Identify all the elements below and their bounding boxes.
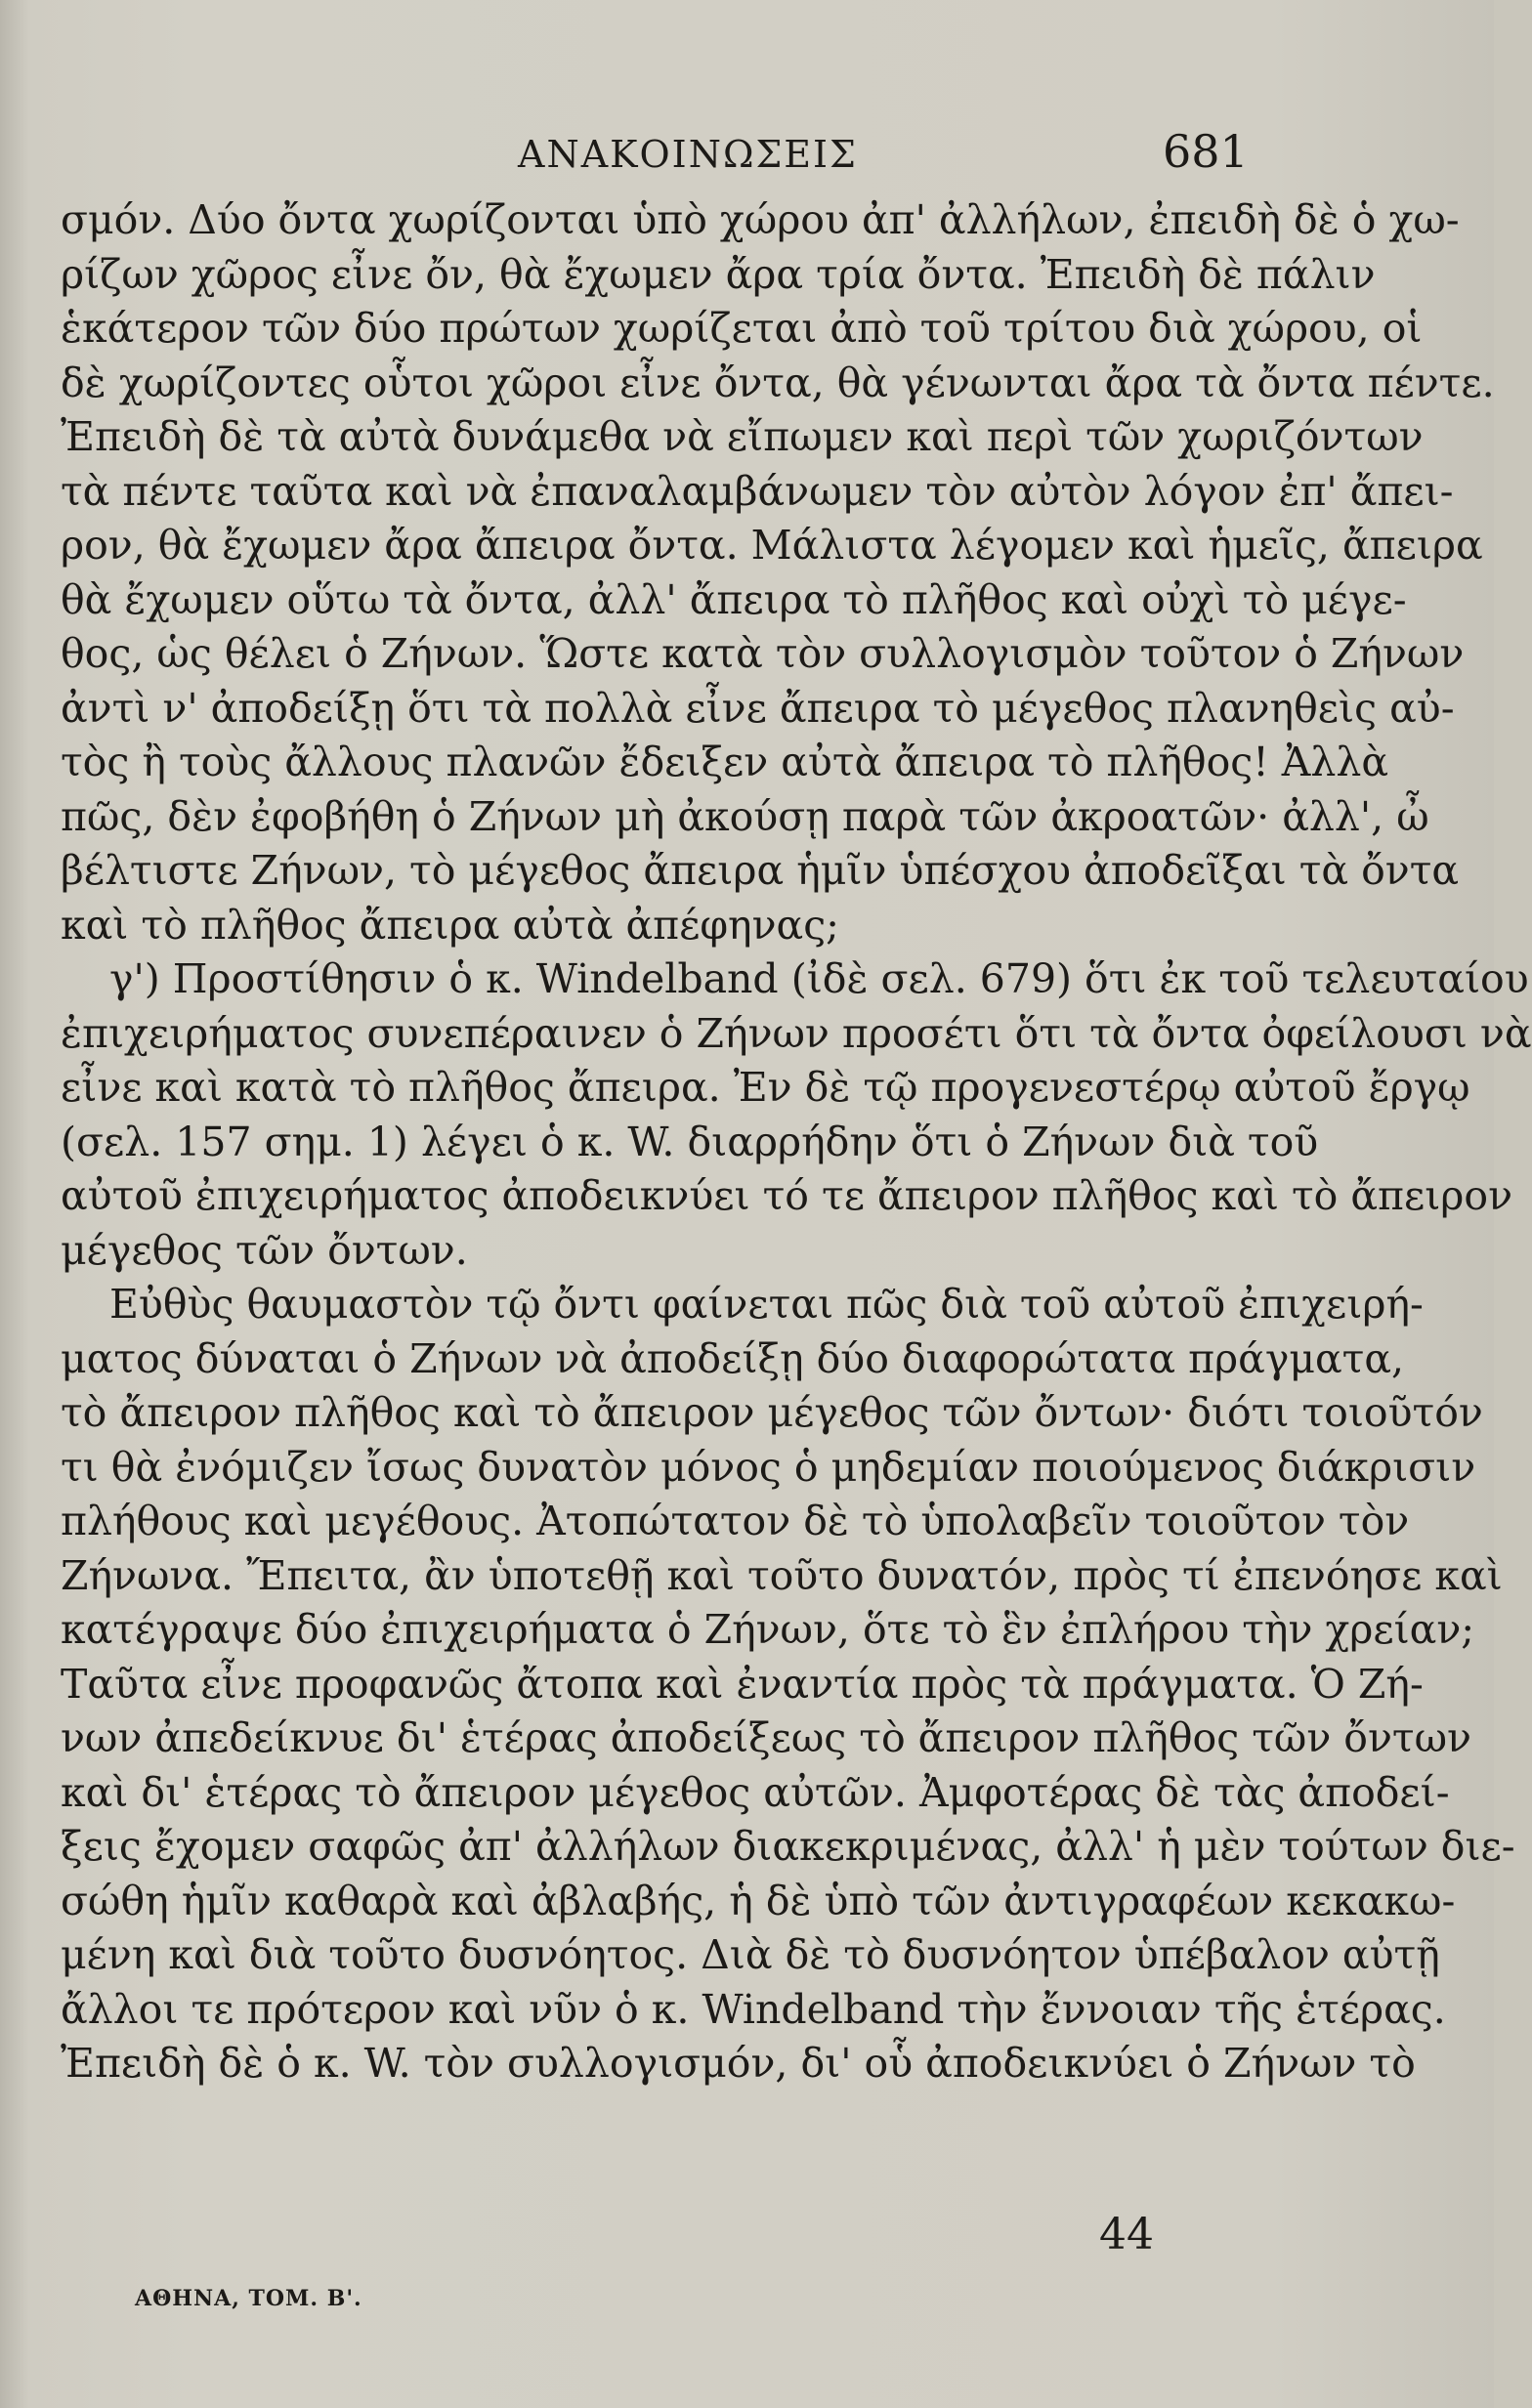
text-line: ἄλλοι τε πρότερον καὶ νῦν ὁ κ. Windelband τὴν ἔννοιαν τῆς ἑτέρας. bbox=[61, 1985, 1446, 2033]
text-line: δὲ χωρίζοντες οὗτοι χῶροι εἶνε ὄντα, θὰ γένωνται ἄρα τὰ ὄντα πέντε. bbox=[61, 359, 1495, 406]
text-line: γ') Προστίθησιν ὁ κ. Windelband (ἰδὲ σελ. 679) ὅτι ἐκ τοῦ τελευταίου bbox=[109, 955, 1529, 1002]
text-line: ρον, θὰ ἔχωμεν ἄρα ἄπειρα ὄντα. Μάλιστα λέγομεν καὶ ἡμεῖς, ἄπειρα bbox=[61, 522, 1483, 569]
text-line: ἑκάτερον τῶν δύο πρώτων χωρίζεται ἀπὸ τοῦ τρίτου διὰ χώρου, οἱ bbox=[61, 305, 1423, 352]
running-title: ΑΝΑΚΟΙΝΩΣΕΙΣ bbox=[518, 133, 858, 176]
text-line: ματος δύναται ὁ Ζήνων νὰ ἀποδείξῃ δύο διαφορώτατα πράγματα, bbox=[61, 1334, 1405, 1382]
text-line: σώθη ἡμῖν καθαρὰ καὶ ἀβλαβής, ἡ δὲ ὑπὸ τῶν ἀντιγραφέων κεκακω- bbox=[61, 1877, 1456, 1924]
text-line: Εὐθὺς θαυμαστὸν τῷ ὄντι φαίνεται πῶς διὰ τοῦ αὐτοῦ ἐπιχειρή- bbox=[109, 1281, 1424, 1328]
page-number: 681 bbox=[1163, 125, 1249, 178]
body-text bbox=[61, 193, 1532, 2091]
text-line: σμόν. Δύο ὄντα χωρίζονται ὑπὸ χώρου ἀπ' ἀλλήλων, ἐπειδὴ δὲ ὁ χω- bbox=[61, 196, 1460, 243]
text-line: τὰ πέντε ταῦτα καὶ νὰ ἐπαναλαμβάνωμεν τὸν αὐτὸν λόγον ἐπ' ἄπει- bbox=[61, 467, 1454, 515]
text-line: ἀντὶ ν' ἀποδείξῃ ὅτι τὰ πολλὰ εἶνε ἄπειρα τὸ μέγεθος πλανηθεὶς αὐ- bbox=[61, 684, 1455, 732]
text-line: καὶ τὸ πλῆθος ἄπειρα αὐτὰ ἀπέφηνας; bbox=[61, 901, 839, 949]
text-line: πῶς, δὲν ἐφοβήθη ὁ Ζήνων μὴ ἀκούσῃ παρὰ τῶν ἀκροατῶν· ἀλλ', ὦ bbox=[61, 792, 1429, 840]
text-line: τὸ ἄπειρον πλῆθος καὶ τὸ ἄπειρον μέγεθος τῶν ὄντων· διότι τοιοῦτόν bbox=[61, 1389, 1483, 1436]
text-line: ἐπιχειρήματος συνεπέραινεν ὁ Ζήνων προσέτι ὅτι τὰ ὄντα ὀφείλουσι νὰ bbox=[61, 1009, 1532, 1057]
text-line: τὸς ἢ τοὺς ἄλλους πλανῶν ἔδειξεν αὐτὰ ἄπειρα τὸ πλῆθος! Ἀλλὰ bbox=[61, 739, 1389, 785]
footer-note: ΑΘΗΝΑ, ΤΟΜ. Β'. bbox=[135, 2286, 362, 2311]
text-line: ξεις ἔχομεν σαφῶς ἀπ' ἀλλήλων διακεκριμένας, ἀλλ' ἡ μὲν τούτων διε- bbox=[61, 1823, 1515, 1870]
text-line: βέλτιστε Ζήνων, τὸ μέγεθος ἄπειρα ἡμῖν ὑπέσχου ἀποδεῖξαι τὰ ὄντα bbox=[61, 847, 1460, 894]
text-line: Ἐπειδὴ δὲ ὁ κ. W. τὸν συλλογισμόν, δι' οὗ ἀποδεικνύει ὁ Ζήνων τὸ bbox=[61, 2040, 1416, 2087]
text-line: κατέγραψε δύο ἐπιχειρήματα ὁ Ζήνων, ὅτε τὸ ἓν ἐπλήρου τὴν χρείαν; bbox=[61, 1606, 1475, 1653]
text-line: εἶνε καὶ κατὰ τὸ πλῆθος ἄπειρα. Ἐν δὲ τῷ προγενεστέρῳ αὐτοῦ ἔργῳ bbox=[61, 1064, 1470, 1111]
text-line: θος, ὡς θέλει ὁ Ζήνων. Ὥστε κατὰ τὸν συλλογισμὸν τοῦτον ὁ Ζήνων bbox=[61, 630, 1465, 677]
text-line: θὰ ἔχωμεν οὕτω τὰ ὄντα, ἀλλ' ἄπειρα τὸ πλῆθος καὶ οὐχὶ τὸ μέγε- bbox=[61, 575, 1407, 623]
text-line: (σελ. 157 σημ. 1) λέγει ὁ κ. W. διαρρήδην ὅτι ὁ Ζήνων διὰ τοῦ bbox=[61, 1118, 1319, 1165]
text-line: μένη καὶ διὰ τοῦτο δυσνόητος. Διὰ δὲ τὸ δυσνόητον ὑπέβαλον αὐτῇ bbox=[61, 1931, 1440, 1978]
text-line: τι θὰ ἐνόμιζεν ἴσως δυνατὸν μόνος ὁ μηδεμίαν ποιούμενος διάκρισιν bbox=[61, 1443, 1476, 1491]
text-line: νων ἀπεδείκνυε δι' ἑτέρας ἀποδείξεως τὸ ἄπειρον πλῆθος τῶν ὄντων bbox=[61, 1714, 1471, 1761]
signature-mark: 44 bbox=[1099, 2210, 1154, 2260]
text-line: μέγεθος τῶν ὄντων. bbox=[61, 1226, 468, 1274]
text-line: πλήθους καὶ μεγέθους. Ἀτοπώτατον δὲ τὸ ὑπολαβεῖν τοιοῦτον τὸν bbox=[61, 1498, 1410, 1544]
text-line: καὶ δι' ἑτέρας τὸ ἄπειρον μέγεθος αὐτῶν. Ἀμφοτέρας δὲ τὰς ἀποδεί- bbox=[61, 1768, 1450, 1816]
running-head bbox=[0, 125, 1494, 184]
text-line: αὐτοῦ ἐπιχειρήματος ἀποδεικνύει τό τε ἄπειρον πλῆθος καὶ τὸ ἄπειρον bbox=[61, 1172, 1513, 1219]
text-line: ρίζων χῶρος εἶνε ὄν, θὰ ἔχωμεν ἄρα τρία ὄντα. Ἐπειδὴ δὲ πάλιν bbox=[61, 250, 1376, 298]
text-line: Ἐπειδὴ δὲ τὰ αὐτὰ δυνάμεθα νὰ εἴπωμεν καὶ περὶ τῶν χωριζόντων bbox=[61, 413, 1424, 460]
text-line: Ζήνωνα. Ἔπειτα, ἂν ὑποτεθῇ καὶ τοῦτο δυνατόν, πρὸς τί ἐπενόησε καὶ bbox=[61, 1551, 1503, 1599]
text-line: Ταῦτα εἶνε προφανῶς ἄτοπα καὶ ἐναντία πρὸς τὰ πράγματα. Ὁ Ζή- bbox=[61, 1660, 1424, 1708]
